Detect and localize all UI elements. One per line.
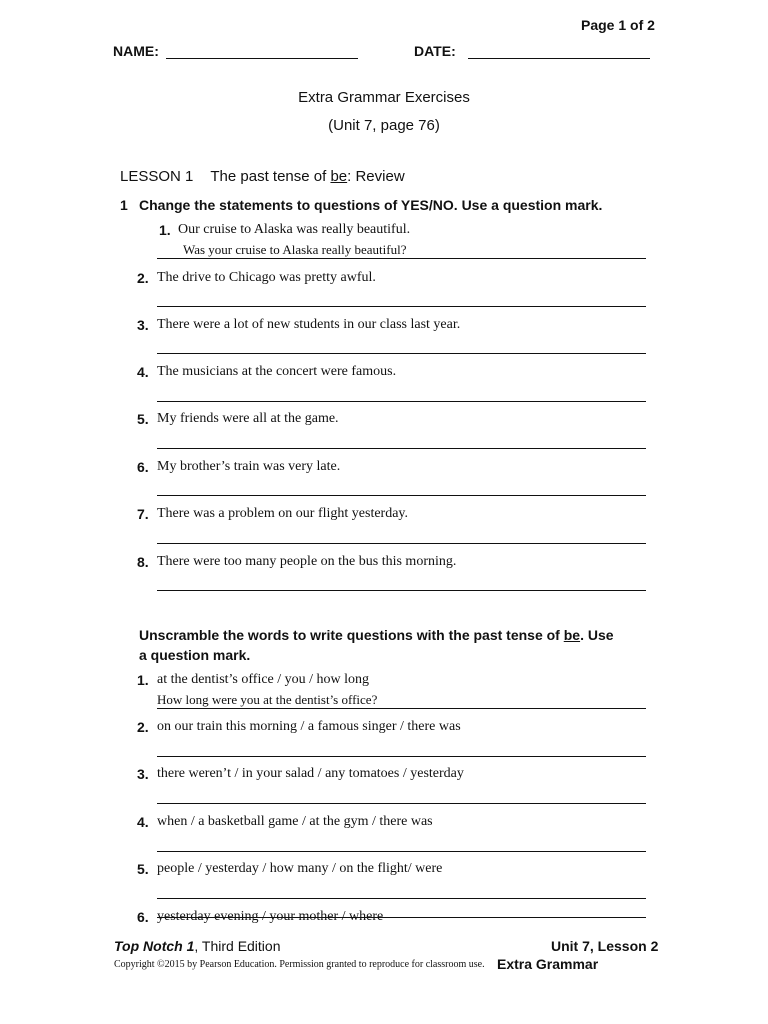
ex1-item-5-number: 5. (137, 411, 149, 427)
exercise-2-instruction-post: . Use (580, 627, 614, 643)
ex2-item-5-prompt: people / yesterday / how many / on the flight/ were (157, 861, 443, 876)
lesson-title-pre: The past tense of (210, 168, 331, 185)
ex1-item-1-prompt: Our cruise to Alaska was really beautiful. (178, 222, 411, 237)
ex1-item-6-number: 6. (137, 459, 149, 475)
footer-unit: Unit 7, Lesson 2 (551, 938, 659, 954)
exercise-2-instruction-underlined: be (563, 627, 581, 643)
exercise-2-instruction (139, 627, 614, 643)
ex1-item-4-number: 4. (137, 364, 149, 380)
name-field[interactable] (166, 58, 358, 59)
ex2-item-5-line[interactable] (157, 898, 646, 899)
ex1-item-5-line[interactable] (157, 448, 646, 449)
ex1-item-8-number: 8. (137, 554, 149, 570)
lesson-title-post: : Review (347, 168, 405, 185)
date-field[interactable] (468, 58, 650, 59)
ex2-item-2-number: 2. (137, 719, 149, 735)
ex2-item-6-prompt: yesterday evening / your mother / where (157, 909, 384, 924)
date-label: DATE: (414, 43, 456, 59)
lesson-title-underlined: be (330, 168, 348, 185)
ex1-item-2-line[interactable] (157, 306, 646, 307)
ex1-item-2-number: 2. (137, 270, 149, 286)
exercise-1-instruction: Change the statements to questions of YES/NO. Use a question mark. (139, 197, 603, 213)
footer-section: Extra Grammar (497, 956, 599, 972)
ex1-item-6-line[interactable] (157, 495, 646, 496)
ex2-item-6-number: 6. (137, 909, 149, 925)
ex1-item-1-line[interactable] (157, 258, 646, 259)
ex1-item-3-number: 3. (137, 317, 149, 333)
ex2-item-3-line[interactable] (157, 803, 646, 804)
footer-book-title (114, 938, 281, 954)
ex2-item-1-line[interactable] (157, 708, 646, 709)
ex2-item-4-line[interactable] (157, 851, 646, 852)
ex1-item-1-number: 1. (159, 222, 171, 238)
ex1-item-2-prompt: The drive to Chicago was pretty awful. (157, 270, 376, 285)
ex1-item-4-line[interactable] (157, 401, 646, 402)
ex1-item-4-prompt: The musicians at the concert were famous. (157, 364, 397, 379)
lesson-label: LESSON 1 (120, 168, 194, 185)
page-number: Page 1 of 2 (581, 17, 655, 33)
ex1-item-3-prompt: There were a lot of new students in our class last year. (157, 317, 461, 332)
exercise-2-instruction-line2: a question mark. (139, 647, 251, 663)
ex1-item-7-line[interactable] (157, 543, 646, 544)
ex1-item-5-prompt: My friends were all at the game. (157, 411, 339, 426)
ex2-item-3-prompt: there weren’t / in your salad / any tomatoes / yesterday (157, 766, 464, 781)
ex2-item-1-answer: How long were you at the dentist’s office? (157, 692, 378, 707)
ex2-item-4-prompt: when / a basketball game / at the gym / there was (157, 814, 433, 829)
ex1-item-7-number: 7. (137, 506, 149, 522)
ex2-item-3-number: 3. (137, 766, 149, 782)
footer-copyright: Copyright ©2015 by Pearson Education. Permission granted to reproduce for classroom use. (114, 959, 485, 970)
ex2-item-4-number: 4. (137, 814, 149, 830)
ex1-item-1-answer: Was your cruise to Alaska really beautiful? (183, 242, 407, 257)
lesson-heading (120, 168, 405, 185)
ex2-item-5-number: 5. (137, 861, 149, 877)
ex2-item-2-prompt: on our train this morning / a famous singer / there was (157, 719, 461, 734)
ex2-item-6-line[interactable] (157, 917, 646, 918)
ex2-item-1-prompt: at the dentist’s office / you / how long (157, 672, 370, 687)
ex1-item-8-line[interactable] (157, 590, 646, 591)
page-subtitle: (Unit 7, page 76) (328, 117, 440, 134)
footer-book-edition: , Third Edition (194, 938, 281, 954)
ex1-item-8-prompt: There were too many people on the bus this morning. (157, 554, 457, 569)
exercise-1-number: 1 (120, 197, 128, 213)
footer-book-name: Top Notch 1 (114, 938, 195, 954)
page-title: Extra Grammar Exercises (298, 89, 470, 106)
exercise-2-instruction-pre: Unscramble the words to write questions with the past tense of (139, 627, 564, 643)
ex2-item-1-number: 1. (137, 672, 149, 688)
ex2-item-2-line[interactable] (157, 756, 646, 757)
ex1-item-3-line[interactable] (157, 353, 646, 354)
ex1-item-6-prompt: My brother’s train was very late. (157, 459, 341, 474)
ex1-item-7-prompt: There was a problem on our flight yesterday. (157, 506, 409, 521)
name-label: NAME: (113, 43, 159, 59)
